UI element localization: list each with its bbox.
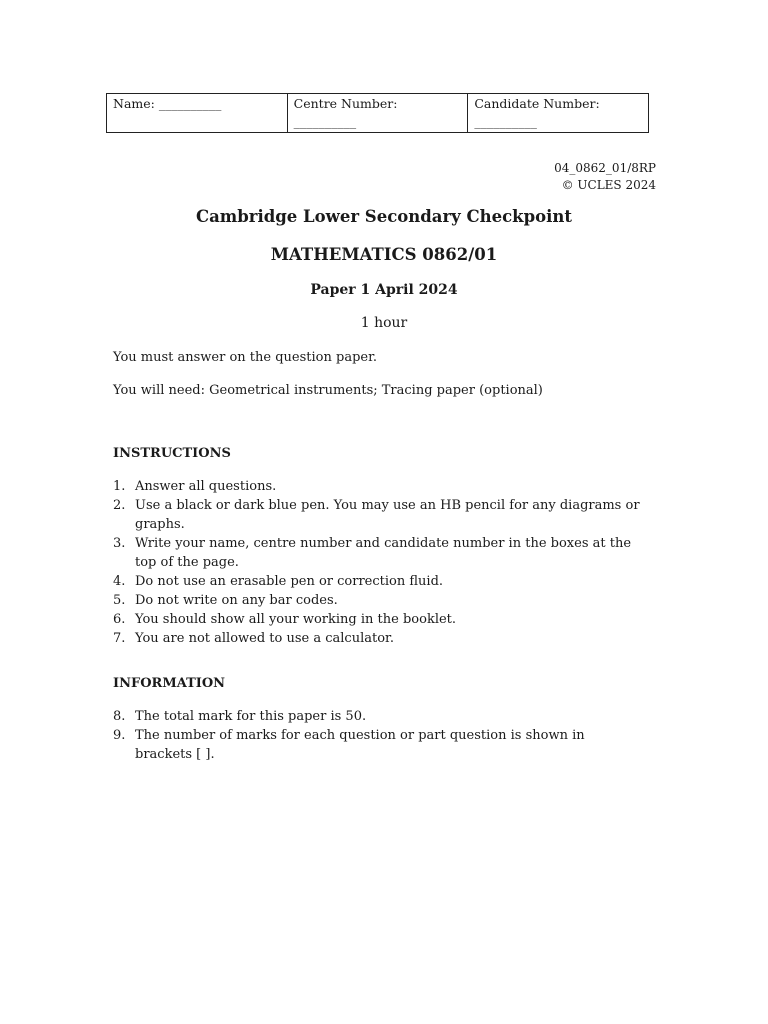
instructions-list	[113, 477, 643, 648]
equipment-note: You will need: Geometrical instruments; Tracing paper (optional)	[113, 383, 543, 398]
exam-title: Cambridge Lower Secondary Checkpoint	[195, 207, 573, 226]
copyright-notice: © UCLES 2024	[561, 178, 656, 192]
item-number: 3.	[113, 536, 126, 551]
list-item	[113, 726, 643, 764]
candidate-number-box[interactable]: Candidate Number: __________	[468, 94, 649, 133]
list-item	[113, 496, 643, 534]
answer-on-paper-note: You must answer on the question paper.	[113, 350, 378, 365]
list-item	[113, 477, 643, 496]
list-item	[113, 629, 643, 648]
list-item	[113, 591, 643, 610]
item-number: 7.	[113, 631, 126, 646]
item-text: Use a black or dark blue pen. You may use an HB pencil for any diagrams or graphs.	[135, 498, 640, 532]
item-text: Do not use an erasable pen or correction fluid.	[135, 574, 444, 589]
item-number: 6.	[113, 612, 126, 627]
duration: 1 hour	[360, 315, 408, 331]
name-box[interactable]: Name: __________	[107, 94, 288, 133]
centre-number-box[interactable]: Centre Number: __________	[287, 94, 468, 133]
item-text: The total mark for this paper is 50.	[135, 709, 367, 724]
item-number: 9.	[113, 728, 126, 743]
item-number: 8.	[113, 709, 126, 724]
item-text: The number of marks for each question or part question is shown in brackets [ ].	[135, 728, 585, 762]
paper-code: 04_0862_01/8RP	[554, 161, 656, 175]
candidate-details-table	[106, 93, 649, 133]
item-text: You are not allowed to use a calculator.	[135, 631, 394, 646]
information-heading: INFORMATION	[113, 676, 226, 691]
item-text: Write your name, centre number and candidate number in the boxes at the top of the page.	[135, 536, 632, 570]
item-number: 2.	[113, 498, 126, 513]
list-item	[113, 610, 643, 629]
list-item	[113, 534, 643, 572]
item-text: You should show all your working in the booklet.	[135, 612, 457, 627]
instructions-heading: INSTRUCTIONS	[113, 446, 231, 461]
item-text: Do not write on any bar codes.	[135, 593, 338, 608]
list-item	[113, 572, 643, 591]
list-item	[113, 707, 643, 726]
item-number: 1.	[113, 479, 126, 494]
item-number: 4.	[113, 574, 126, 589]
item-text: Answer all questions.	[135, 479, 277, 494]
information-list	[113, 707, 643, 764]
paper-reference	[554, 160, 656, 194]
subject-title: MATHEMATICS 0862/01	[270, 245, 498, 264]
item-number: 5.	[113, 593, 126, 608]
paper-title: Paper 1 April 2024	[310, 282, 458, 298]
